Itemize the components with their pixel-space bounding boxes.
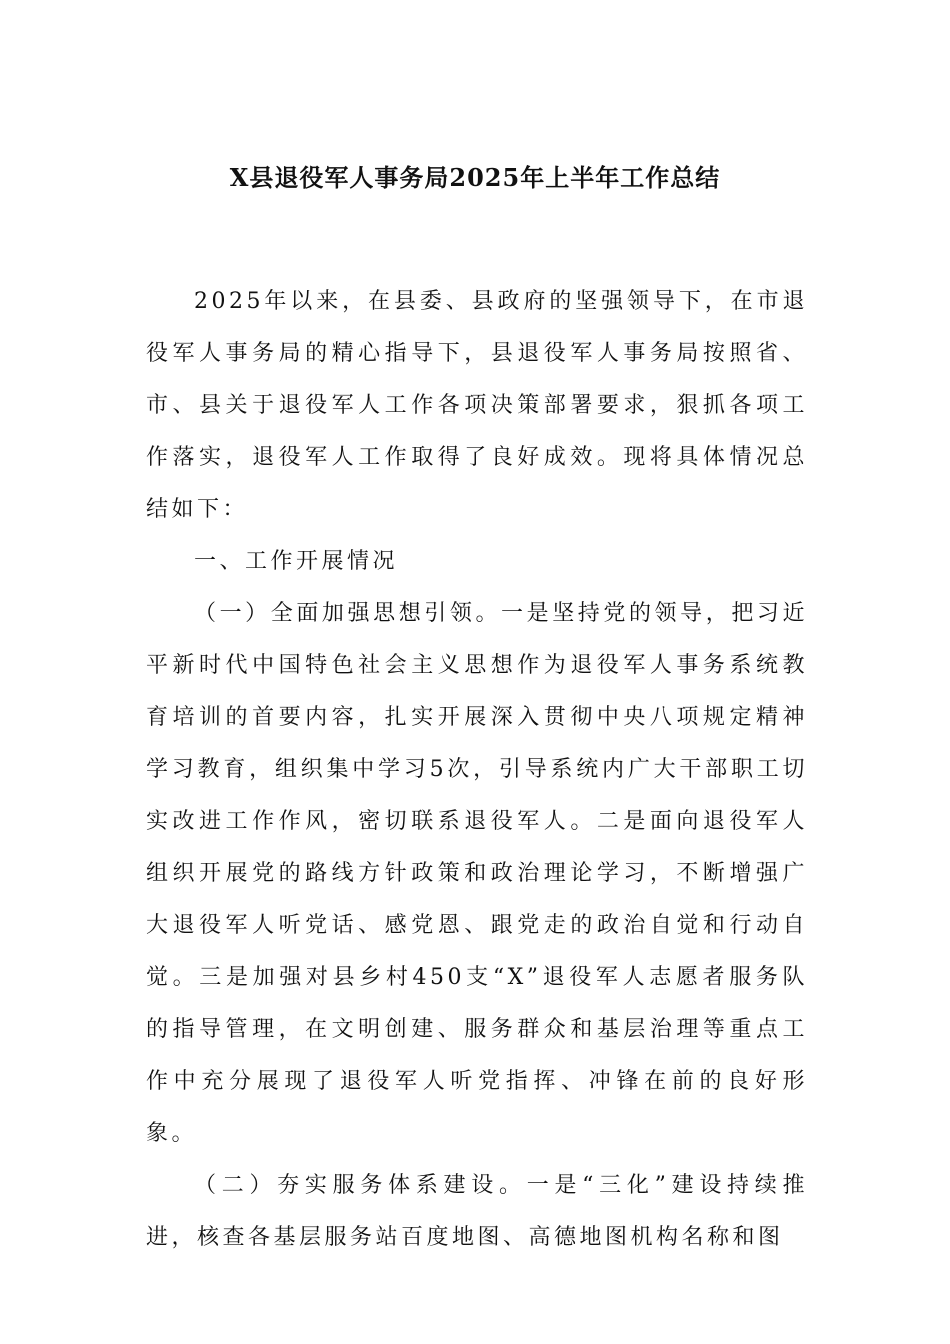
paragraph-service-system: （二）夯实服务体系建设。一是“三化”建设持续推进，核查各基层服务站百度地图、高德地图机构名称和图	[146, 1173, 808, 1250]
paragraph-thought-guidance: （一）全面加强思想引领。一是坚持党的领导，把习近平新时代中国特色社会主义思想作为退役军人事务系统教育培训的首要内容，扎实开展深入贯彻中央八项规定精神学习教育，组织集中学习5次，引导系统内广大干部职工切实改进工作作风，密切联系退役军人。二是面向退役军人组织开展党的路线方针政策和政治理论学习，不断增强广大退役军人听党话、感党恩、跟党走的政治自觉和行动自觉。三是加强对县乡村450支“X”退役军人志愿者服务队的指导管理，在文明创建、服务群众和基层治理等重点工作中充分展现了退役军人听党指挥、冲锋在前的良好形象。	[146, 601, 808, 1146]
document-title: X县退役军人事务局2025年上半年工作总结	[229, 163, 721, 192]
section-heading-work: 一、工作开展情况	[194, 549, 399, 574]
document-body	[146, 276, 808, 1264]
paragraph-intro: 2025年以来，在县委、县政府的坚强领导下，在市退役军人事务局的精心指导下，县退役军人事务局按照省、市、县关于退役军人工作各项决策部署要求，狠抓各项工作落实，退役军人工作取得了良好成效。现将具体情况总结如下：	[146, 289, 808, 522]
